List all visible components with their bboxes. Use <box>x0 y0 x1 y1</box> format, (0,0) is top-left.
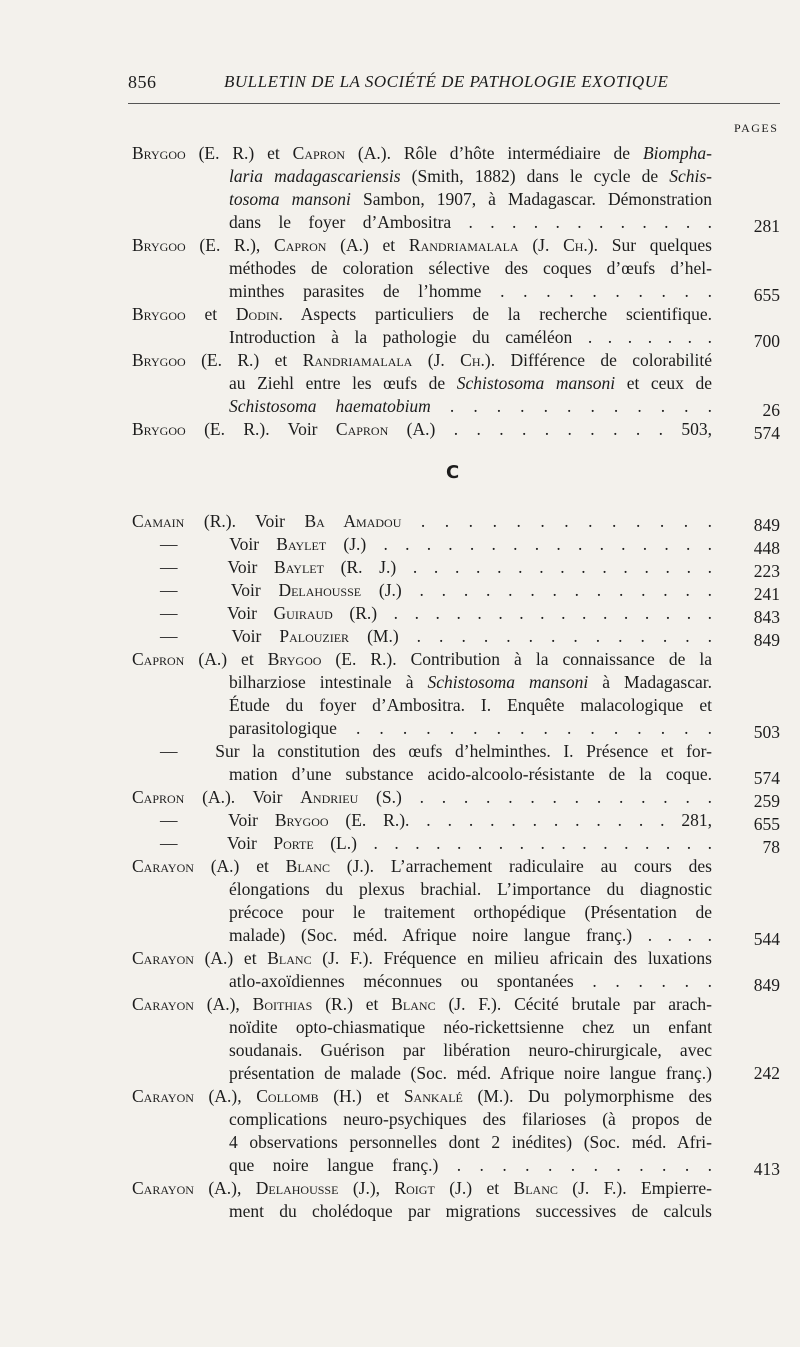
index-line-text: Brygoo et Dodin. Aspects particuliers de la recherche scientifique. <box>132 304 712 324</box>
index-line <box>0 142 800 164</box>
index-line-text: Brygoo (E. R.), Capron (A.) et Randriamalala (J. Ch.). Sur quelques <box>132 235 712 255</box>
index-line-text: 4 observations personnelles dont 2 inédites) (Soc. méd. Afri- <box>229 1132 712 1152</box>
index-line <box>0 671 800 693</box>
index-line <box>0 1085 800 1107</box>
index-line <box>0 326 800 351</box>
index-line-text: — Voir Guiraud (R.) . . . . . . . . . . . . . . . . <box>160 603 712 623</box>
page-reference: 544 <box>753 929 780 949</box>
index-line-text: soudanais. Guérison par libération neuro-chirurgicale, avec <box>229 1040 712 1060</box>
index-line <box>0 510 800 535</box>
index-line <box>0 165 800 187</box>
index-line-text: bilharziose intestinale à Schistosoma mansoni à Madagascar. <box>229 672 712 692</box>
index-line <box>0 993 800 1015</box>
index-line-text: Carayon (A.) et Blanc (J.). L’arrachement radiculaire au cours des <box>132 856 712 876</box>
page-reference: 574 <box>753 423 780 443</box>
index-line <box>0 556 800 581</box>
page-reference: 448 <box>753 538 780 558</box>
page-reference: 413 <box>753 1159 780 1179</box>
index-line <box>0 947 800 969</box>
index-line-text: présentation de malade (Soc. méd. Afrique noire langue franç.) <box>229 1063 712 1083</box>
index-line <box>0 625 800 650</box>
index-line-text: minthes parasites de l’homme . . . . . . . . . . <box>229 281 712 301</box>
page-reference: 843 <box>753 607 780 627</box>
page-reference: 849 <box>753 630 780 650</box>
index-line <box>0 901 800 923</box>
index-line-text: — Voir Brygoo (E. R.). . . . . . . . . . . . . 281, <box>160 810 712 830</box>
index-line-text: Brygoo (E. R.) et Randriamalala (J. Ch.). Différence de colorabilité <box>132 350 712 370</box>
page-reference: 241 <box>753 584 780 604</box>
index-line-text: dans le foyer d’Ambositra . . . . . . . . . . . . <box>229 212 712 232</box>
index-line-text: mation d’une substance acido-alcoolo-résistante de la coque. <box>229 764 712 784</box>
index-line <box>0 832 800 857</box>
page-reference: 655 <box>753 814 780 834</box>
index-line-text: — Voir Porte (L.) . . . . . . . . . . . . . . . . . <box>160 833 712 853</box>
index-line-text: ment du cholédoque par migrations successives de calculs <box>229 1201 712 1221</box>
index-line <box>0 418 800 443</box>
page-reference: 503 <box>753 722 780 742</box>
index-line <box>0 786 800 811</box>
page-reference: 849 <box>753 515 780 535</box>
index-line <box>0 1039 800 1061</box>
index-line <box>0 717 800 742</box>
page-reference: 574 <box>753 768 780 788</box>
index-line-text: — Voir Baylet (R. J.) . . . . . . . . . . . . . . . <box>160 557 713 577</box>
index-line <box>0 970 800 995</box>
index-line <box>0 188 800 210</box>
index-line <box>0 809 800 834</box>
index-line <box>0 740 800 762</box>
index-line-text: méthodes de coloration sélective des coques d’œufs d’hel- <box>229 258 712 278</box>
index-line-text: élongations du plexus brachial. L’importance du diagnostic <box>229 879 712 899</box>
index-line <box>0 303 800 325</box>
page-reference: 223 <box>753 561 780 581</box>
page-reference: 281 <box>753 216 780 236</box>
index-line <box>0 694 800 716</box>
index-line-text: tosoma mansoni Sambon, 1907, à Madagascar. Démonstration <box>229 189 712 209</box>
journal-title: BULLETIN DE LA SOCIÉTÉ DE PATHOLOGIE EXOTIQUE <box>224 72 669 91</box>
index-line <box>0 1131 800 1153</box>
index-line-text: au Ziehl entre les œufs de Schistosoma mansoni et ceux de <box>229 373 713 393</box>
index-line-text: Carayon (A.), Collomb (H.) et Sankalé (M.). Du polymorphisme des <box>132 1086 712 1106</box>
index-line-text: Camain (R.). Voir Ba Amadou . . . . . . . . . . . . . <box>132 511 713 531</box>
index-line <box>0 1177 800 1199</box>
page-reference: 26 <box>762 400 780 420</box>
index-line-text: Brygoo (E. R.). Voir Capron (A.) . . . . . . . . . . 503, <box>132 419 712 439</box>
page-reference: 78 <box>762 837 780 857</box>
index-line <box>0 579 800 604</box>
index-line-text: Capron (A.) et Brygoo (E. R.). Contribution à la connaissance de la <box>132 649 712 669</box>
index-line <box>0 372 800 394</box>
index-line-text: atlo-axoïdiennes méconnues ou spontanées . . . . . . <box>229 971 712 991</box>
index-line-text: complications neuro-psychiques des filarioses (à propos de <box>229 1109 712 1129</box>
page-reference: 655 <box>753 285 780 305</box>
index-line-text: Introduction à la pathologie du caméléon . . . . . . . <box>229 327 712 347</box>
index-line <box>0 855 800 877</box>
index-line <box>0 533 800 558</box>
index-line <box>0 257 800 279</box>
index-line <box>0 234 800 256</box>
index-line <box>0 924 800 949</box>
page-reference: 849 <box>753 975 780 995</box>
index-line-text: parasitologique . . . . . . . . . . . . . . . . <box>229 718 712 738</box>
index-line-text: — Sur la constitution des œufs d’helminthes. I. Présence et for- <box>160 741 712 761</box>
index-line <box>0 878 800 900</box>
index-line-text: laria madagascariensis (Smith, 1882) dans le cycle de Schis- <box>229 166 712 186</box>
index-line-text: que noire langue franç.) . . . . . . . . . . . . <box>229 1155 712 1175</box>
index-line <box>0 1154 800 1179</box>
index-line-text: Brygoo (E. R.) et Capron (A.). Rôle d’hôte intermédiaire de Biompha- <box>132 143 712 163</box>
index-line <box>0 1062 800 1084</box>
index-line-text: — Voir Baylet (J.) . . . . . . . . . . . . . . . . <box>160 534 712 554</box>
index-line <box>0 602 800 627</box>
index-line-text: malade) (Soc. méd. Afrique noire langue franç.) . . . . <box>229 925 712 945</box>
index-line-text: Schistosoma haematobium . . . . . . . . . . . . <box>229 396 712 416</box>
index-line <box>0 395 800 420</box>
header-rule <box>128 103 780 104</box>
index-line-text: Étude du foyer d’Ambositra. I. Enquête malacologique et <box>229 695 712 715</box>
section-letter: C <box>446 462 460 483</box>
index-line <box>0 1108 800 1130</box>
index-line <box>0 349 800 371</box>
page-reference: 700 <box>753 331 780 351</box>
pages-column-label: PAGES <box>734 121 779 135</box>
index-line-text: — Voir Delahousse (J.) . . . . . . . . . . . . . . <box>160 580 712 600</box>
index-line <box>0 211 800 236</box>
index-line-text: Carayon (A.), Boithias (R.) et Blanc (J. F.). Cécité brutale par arach- <box>132 994 712 1014</box>
index-line-text: Carayon (A.), Delahousse (J.), Roigt (J.) et Blanc (J. F.). Empierre- <box>132 1178 712 1198</box>
index-line-text: — Voir Palouzier (M.) . . . . . . . . . . . . . . <box>160 626 712 646</box>
page-reference: 242 <box>753 1063 780 1083</box>
index-line-text: Carayon (A.) et Blanc (J. F.). Fréquence en milieu africain des luxations <box>132 948 712 968</box>
index-line <box>0 648 800 670</box>
index-line <box>0 1200 800 1222</box>
index-line <box>0 1016 800 1038</box>
index-line-text: précoce pour le traitement orthopédique (Présentation de <box>229 902 712 922</box>
index-line-text: noïdite opto-chiasmatique néo-rickettsienne chez un enfant <box>229 1017 712 1037</box>
index-line-text: Capron (A.). Voir Andrieu (S.) . . . . . . . . . . . . . . <box>132 787 712 807</box>
index-line <box>0 763 800 788</box>
page-reference: 259 <box>753 791 780 811</box>
page-number: 856 <box>128 72 157 92</box>
index-line <box>0 280 800 305</box>
